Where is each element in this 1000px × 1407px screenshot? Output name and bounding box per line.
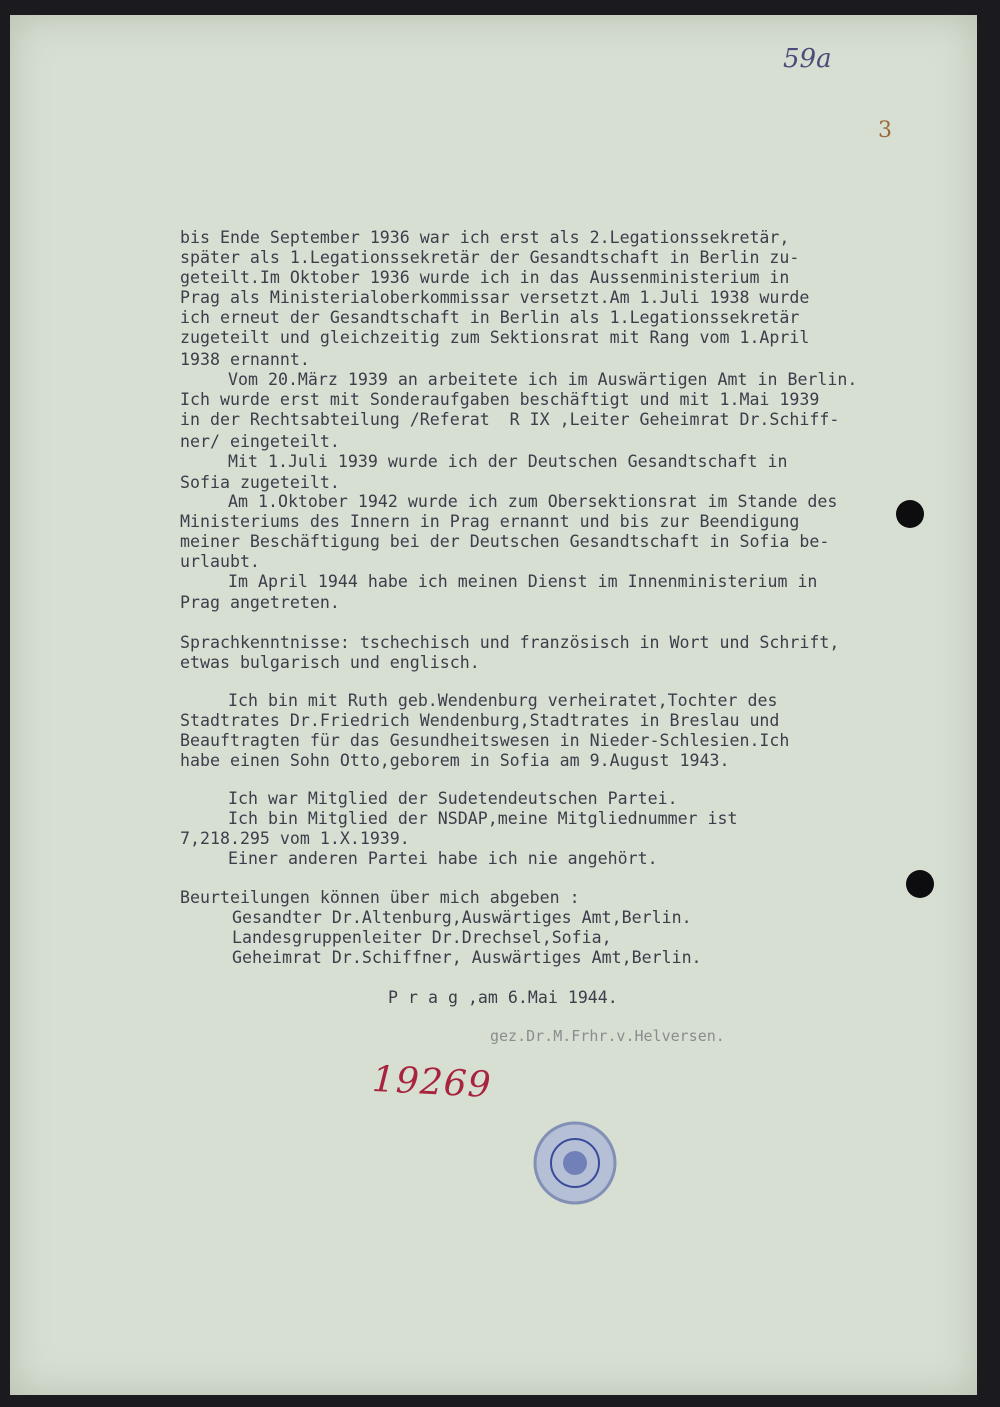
- punch-hole: [896, 500, 924, 528]
- handwritten-folio-number: 59a: [783, 44, 832, 74]
- text-line: Ich bin Mitglied der NSDAP,meine Mitgliednummer ist: [228, 809, 738, 828]
- text-line: Geheimrat Dr.Schiffner, Auswärtiges Amt,Berlin.: [232, 948, 702, 967]
- text-line: Vom 20.März 1939 an arbeitete ich im Auswärtigen Amt in Berlin.: [228, 370, 858, 389]
- text-line: Mit 1.Juli 1939 wurde ich der Deutschen Gesandtschaft in: [228, 452, 788, 471]
- text-line: Ich war Mitglied der Sudetendeutschen Partei.: [228, 789, 678, 808]
- text-line: Sprachkenntnisse: tschechisch und französisch in Wort und Schrift,: [180, 633, 840, 652]
- text-line: Prag angetreten.: [180, 593, 340, 612]
- text-line: 7,218.295 vom 1.X.1939.: [180, 829, 410, 848]
- text-line: Prag als Ministerialoberkommissar versetzt.Am 1.Juli 1938 wurde: [180, 288, 810, 307]
- text-line: Stadtrates Dr.Friedrich Wendenburg,Stadtrates in Breslau und: [180, 711, 780, 730]
- text-line: ich erneut der Gesandtschaft in Berlin als 1.Legationssekretär: [180, 308, 800, 327]
- text-line: geteilt.Im Oktober 1936 wurde ich in das Aussenministerium in: [180, 268, 790, 287]
- text-line: ner/ eingeteilt.: [180, 432, 340, 451]
- text-line: später als 1.Legationssekretär der Gesandtschaft in Berlin zu-: [180, 248, 800, 267]
- text-line: 1938 ernannt.: [180, 350, 310, 369]
- archive-number-stamp: 19269: [371, 1058, 493, 1107]
- text-line: Beurteilungen können über mich abgeben :: [180, 888, 580, 907]
- text-line: etwas bulgarisch und englisch.: [180, 653, 480, 672]
- text-line: in der Rechtsabteilung /Referat R IX ,Leiter Geheimrat Dr.Schiff-: [180, 410, 840, 429]
- archive-seal: [530, 1118, 620, 1208]
- text-line: Ich wurde erst mit Sonderaufgaben beschäftigt und mit 1.Mai 1939: [180, 390, 820, 409]
- text-line: bis Ende September 1936 war ich erst als 2.Legationssekretär,: [180, 228, 790, 247]
- signature-line: gez.Dr.M.Frhr.v.Helversen.: [490, 1027, 725, 1045]
- text-line: zugeteilt und gleichzeitig zum Sektionsrat mit Rang vom 1.April: [180, 328, 810, 347]
- text-line: Sofia zugeteilt.: [180, 473, 340, 492]
- pencil-mark: 3: [878, 118, 892, 143]
- text-line: meiner Beschäftigung bei der Deutschen Gesandtschaft in Sofia be-: [180, 532, 830, 551]
- punch-hole: [906, 870, 934, 898]
- text-line: Am 1.Oktober 1942 wurde ich zum Obersektionsrat im Stande des: [228, 492, 838, 511]
- text-line: habe einen Sohn Otto,geborem in Sofia am 9.August 1943.: [180, 751, 730, 770]
- text-line: Ich bin mit Ruth geb.Wendenburg verheiratet,Tochter des: [228, 691, 778, 710]
- text-line: urlaubt.: [180, 552, 260, 571]
- text-line: Im April 1944 habe ich meinen Dienst im Innenministerium in: [228, 572, 818, 591]
- text-line: Einer anderen Partei habe ich nie angehört.: [228, 849, 658, 868]
- text-line: Landesgruppenleiter Dr.Drechsel,Sofia,: [232, 928, 612, 947]
- place-date: P r a g ,am 6.Mai 1944.: [388, 988, 618, 1007]
- text-line: Gesandter Dr.Altenburg,Auswärtiges Amt,Berlin.: [232, 908, 692, 927]
- text-line: Beauftragten für das Gesundheitswesen in Nieder-Schlesien.Ich: [180, 731, 790, 750]
- text-line: Ministeriums des Innern in Prag ernannt und bis zur Beendigung: [180, 512, 800, 531]
